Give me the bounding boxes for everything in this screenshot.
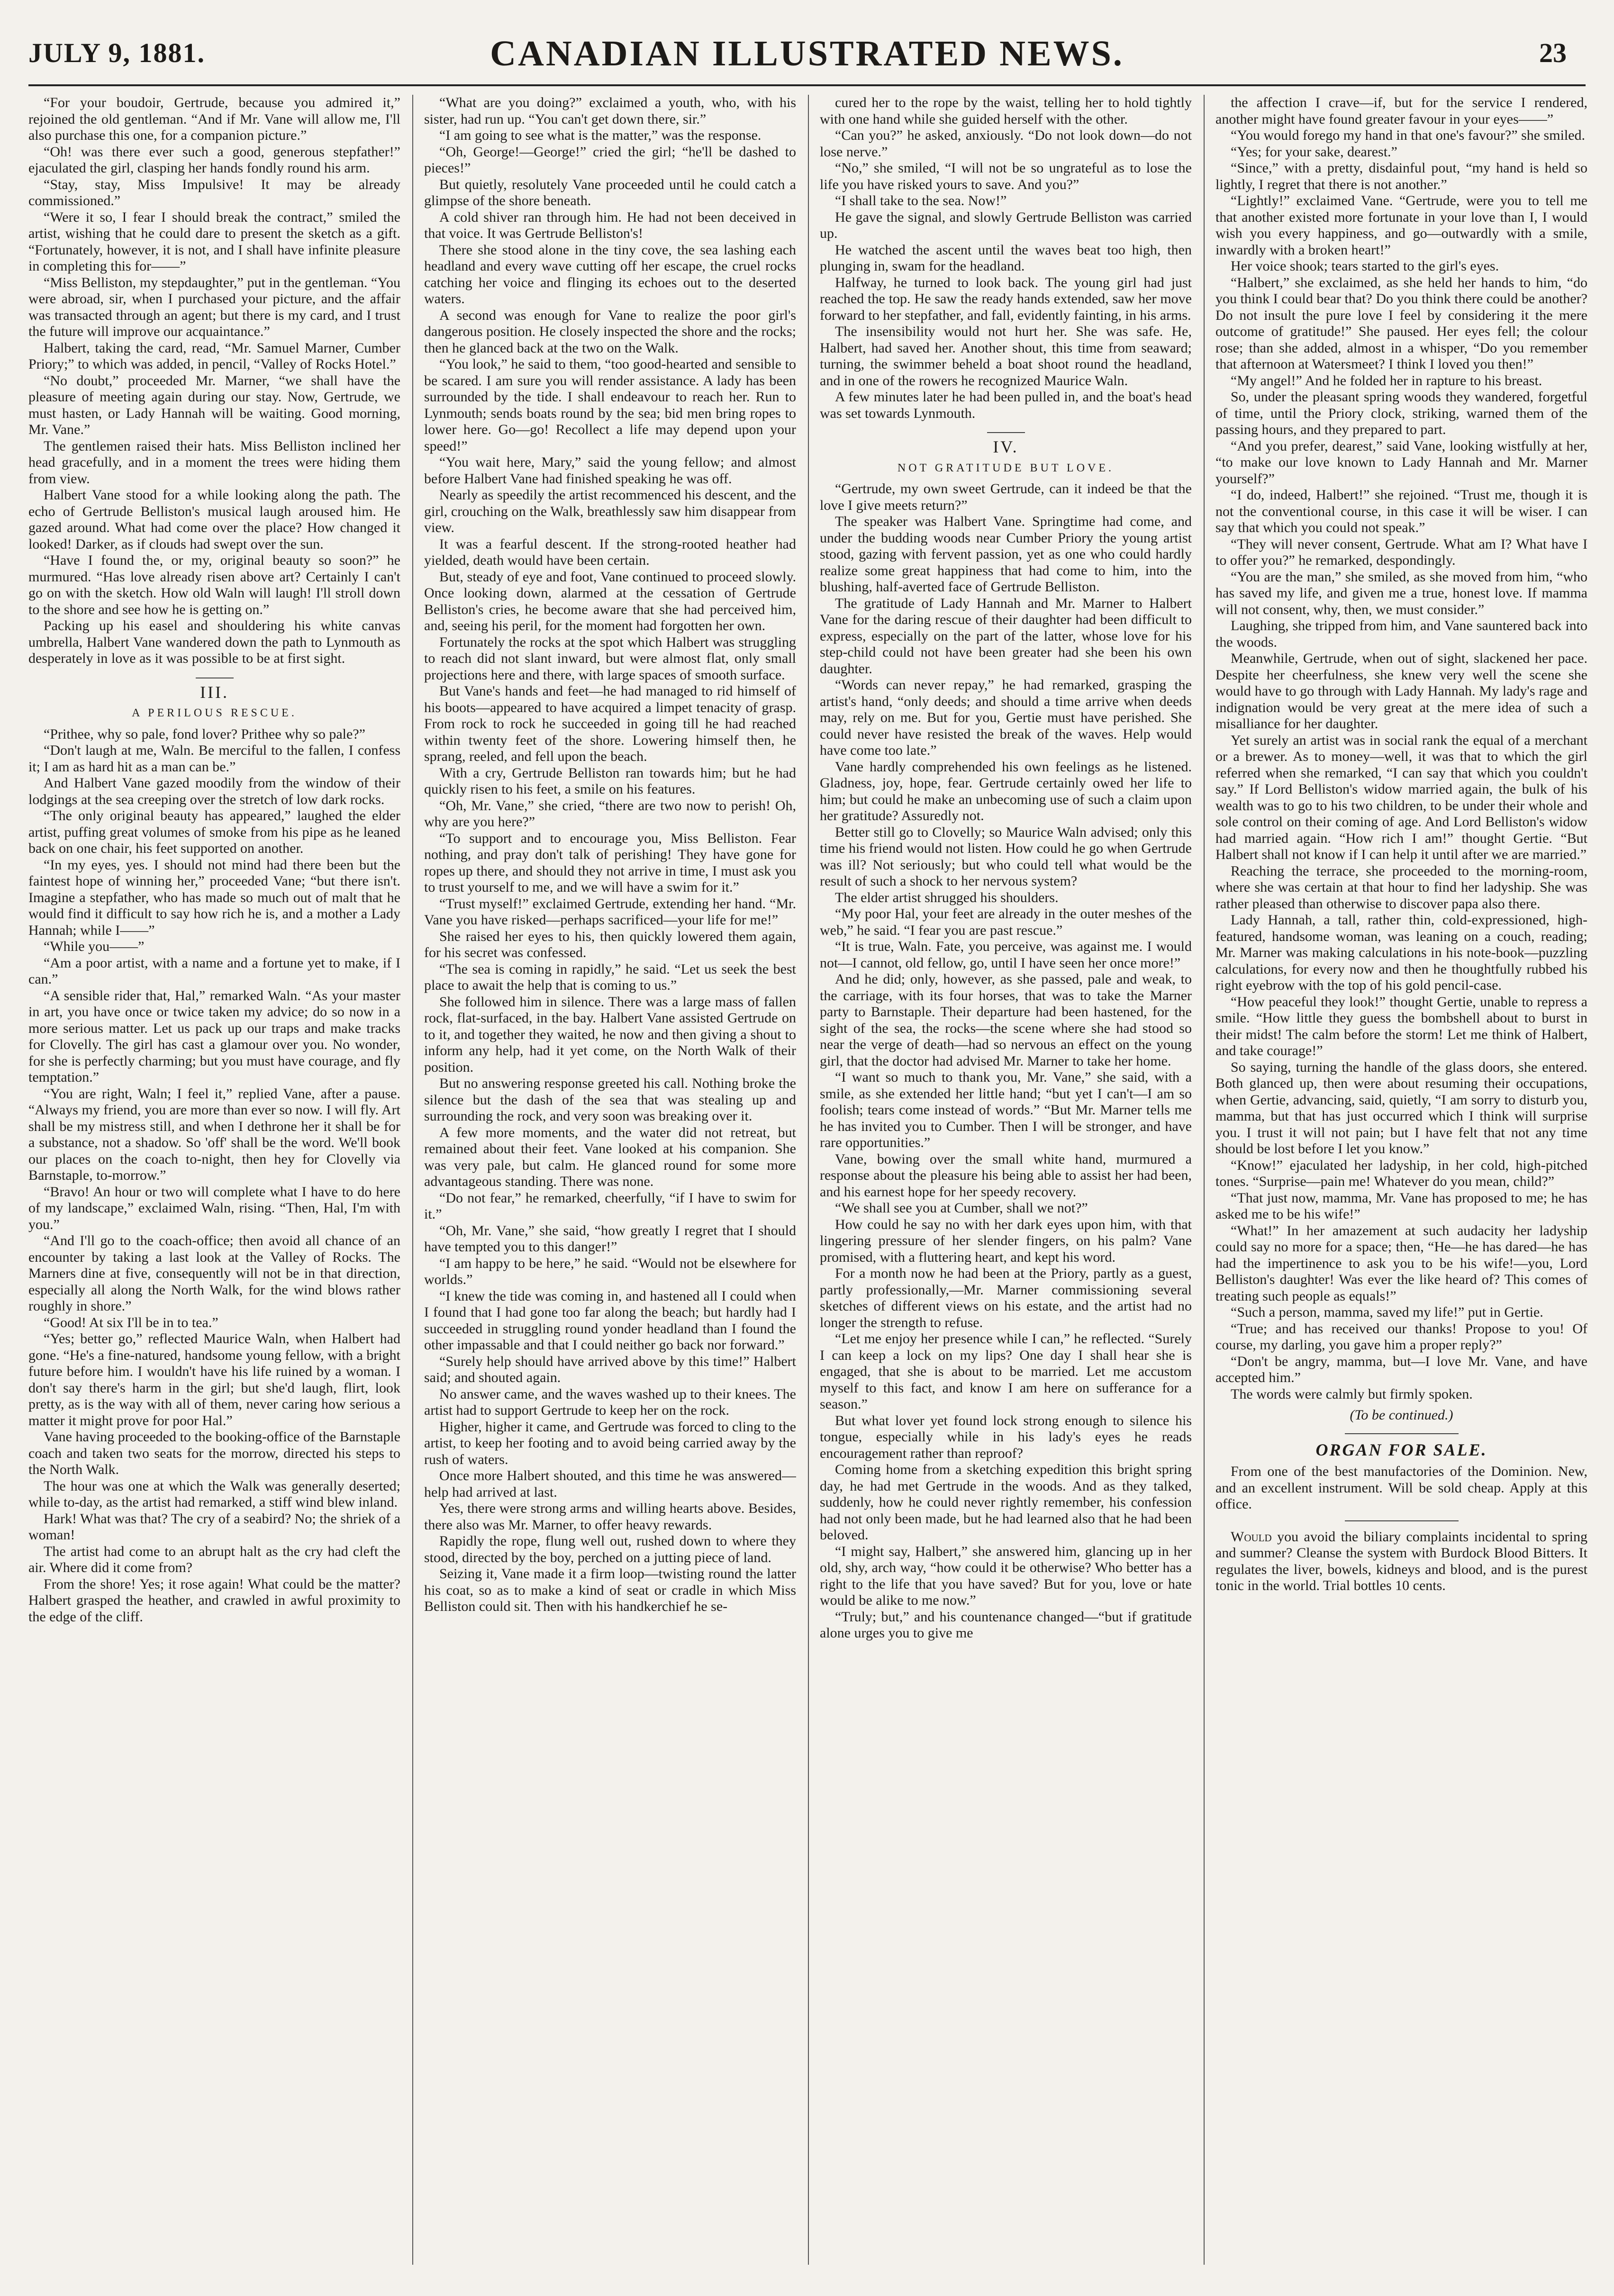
paragraph: Rapidly the rope, flung well out, rushed down to where they stood, directed by the boy, perched on a jutting piece of land. [424,1533,796,1565]
paragraph: “How peaceful they look!” thought Gertie, unable to repress a smile. “How little they guess the bombshell about to burst in their midst! The calm before the storm! Let me think of Halbert, and take courage!” [1215,994,1587,1058]
paragraph: “Yes; for your sake, dearest.” [1231,144,1397,160]
paragraph: “I am happy to be here,” he said. “Would not be elsewhere for worlds.” [424,1255,796,1287]
paragraph: Packing up his easel and shouldering his white canvas umbrella, Halbert Vane wandered down the path to Lynmouth as desperately in love as it was possible to be at first sight. [28,618,400,666]
paragraph: “Bravo! An hour or two will complete what I have to do here of my landscape,” exclaimed Waln, rising. “Then, Hal, I'm with you.” [28,1184,400,1232]
paragraph: A second was enough for Vane to realize the poor girl's dangerous position. He closely inspected the shore and the rocks; then he glanced back at the two on the Walk. [424,307,796,356]
paragraph: A few minutes later he had been pulled in, and the boat's head was set towards Lynmouth. [820,389,1192,421]
paragraph: “I shall take to the sea. Now!” [835,193,1007,208]
paragraph: “Words can never repay,” he had remarked, grasping the artist's hand, “only deeds; and should a time arrive when deeds may, rely on me. But for you, Gertie must have perished. She could never have resisted the break of the waves. Help would have come too late.” [820,677,1192,758]
paragraph: Fortunately the rocks at the spot which Halbert was struggling to reach did not slant inward, but were almost flat, only small projections here and there, with large spaces of smooth surface. [424,634,796,683]
paragraph: “The sea is coming in rapidly,” he said. “Let us seek the best place to await the help that is coming to us.” [424,961,796,993]
paragraph: Reaching the terrace, she proceeded to the morning-room, where she was certain at that hour to find her ladyship. She was rather pleased than otherwise to discover papa also there. [1215,863,1587,912]
ad-divider [1345,1433,1459,1434]
paragraph: “To support and to encourage you, Miss Belliston. Fear nothing, and pray don't talk of perishing! They have gone for ropes up there, and should they not arrive in time, I must ask you to trust yourself to me, and we will have a swim for it.” [424,830,796,895]
paragraph: The insensibility would not hurt her. She was safe. He, Halbert, had saved her. Another shout, this time from seaward; turning, the swimmer beheld a boat shoot round the headland, and in one of the rowers he recognized Maurice Waln. [820,324,1192,389]
paragraph: The artist had come to an abrupt halt as the cry had cleft the air. Where did it come from? [28,1543,400,1575]
paragraph: A cold shiver ran through him. He had not been deceived in that voice. It was Gertrude Belliston's! [424,209,796,241]
paragraph: “Lightly!” exclaimed Vane. “Gertrude, were you to tell me that another existed more fortunate in your love than I, I would wish you every happiness, and go—outwardly with a smile, inwardly with a broken heart!” [1215,193,1587,258]
column-4 [1215,95,1587,2265]
paragraph: “My poor Hal, your feet are already in the outer meshes of the web,” he said. “I fear you are past rescue.” [820,906,1192,938]
paragraph: But quietly, resolutely Vane proceeded until he could catch a glimpse of the shore beneath. [424,176,796,208]
paragraph: Yet surely an artist was in social rank the equal of a merchant or a brewer. As to money—well, it was that to which the girl referred when she remarked, “I can say that which you couldn't say.” If Lord Belliston's widow married again, the bulk of his wealth was to go to his two children, to be under their whole and sole control on their coming of age. And Lord Belliston's widow had married again. “How rich I am!” thought Gertie. “But Halbert shall not know if I can help it until after we are married.” [1215,732,1587,862]
paragraph: “My angel!” And he folded her in rapture to his breast. [1231,372,1542,389]
story-part-2-end [28,95,400,667]
paragraph: “I do, indeed, Halbert!” she rejoined. “Trust me, though it is not the conventional course, in this case it will be wiser. I can say that which you could not speak.” [1215,487,1587,535]
story-part-3-cont [424,95,796,1615]
ad-burdock-body: you avoid the biliary complaints incidental to spring and summer? Cleanse the system with Burdock Blood Bitters. It regulates the liver, bowels, kidneys and blood, and is the purest tonic in the world. Trial bottles 10 cents. [1215,1528,1587,1593]
header-rule [28,84,1586,86]
column-1 [28,95,400,2265]
paragraph: “Am a poor artist, with a name and a fortune yet to make, if I can.” [28,955,400,987]
paragraph: cured her to the rope by the waist, telling her to hold tightly with one hand while she guided herself with the other. [820,95,1192,127]
paragraph: Hark! What was that? The cry of a seabird? No; the shriek of a woman! [28,1510,400,1543]
story-part-3 [28,726,400,1626]
paragraph: “I am going to see what is the matter,” was the response. [439,127,762,143]
story-part-3-end [820,95,1192,422]
paragraph: Halbert, taking the card, read, “Mr. Samuel Marner, Cumber Priory;” to which was added, in pencil, “Valley of Rocks Hotel.” [28,340,400,372]
paragraph: “Oh! was there ever such a good, generous stepfather!” ejaculated the girl, clasping her hands fondly round his arm. [28,144,400,176]
paragraph: “They will never consent, Gertrude. What am I? What have I to offer you?” he remarked, despondingly. [1215,536,1587,568]
paragraph: “Prithee, why so pale, fond lover? Prithee why so pale?” [44,726,365,742]
paragraph: “In my eyes, yes. I should not mind had there been but the faintest hope of winning her,” proceeded Vane; “but there isn't. Imagine a stepfather, who has made so much out of malt that he would find it difficult to say how rich he is, and a mother a Lady Hannah; while I——” [28,857,400,938]
paragraph: Better still go to Clovelly; so Maurice Waln advised; only this time his friend would not listen. How could he go when Gertrude was ill? Not seriously; but who could tell what would be the result of such a shock to her nervous system? [820,824,1192,889]
paragraph: But no answering response greeted his call. Nothing broke the silence but the dash of the sea that was stealing up and surrounding the rock, and very soon was breaking over it. [424,1076,796,1124]
paragraph: Meanwhile, Gertrude, when out of sight, slackened her pace. Despite her cheerfulness, she knew very well the scene she would have to go through with Lady Hannah. My lady's rage and indignation would be very great at the mere idea of such a misalliance for her daughter. [1215,651,1587,732]
paragraph: “Miss Belliston, my stepdaughter,” put in the gentleman. “You were abroad, sir, when I purchased your picture, and the affair was transacted through an agent; but there is my card, and I trust the future will improve our acquaintance.” [28,274,400,339]
paragraph: “You are the man,” she smiled, as she moved from him, “who has saved my life, and given me a true, honest love. If mamma will not consent, why, then, we must consider.” [1215,569,1587,617]
paragraph: From the shore! Yes; it rose again! What could be the matter? Halbert grasped the heather, and crawled in awful proximity to the edge of the cliff. [28,1576,400,1625]
paragraph: “What are you doing?” exclaimed a youth, who, with his sister, had run up. “You can't get down there, sir.” [424,95,796,127]
paragraph: “The only original beauty has appeared,” laughed the elder artist, puffing great volumes of smoke from his pipe as he leaned back on one chair, his feet supported on another. [28,808,400,856]
paragraph: Halbert Vane stood for a while looking along the path. The echo of Gertrude Belliston's musical laugh aroused him. He gazed around. What had come over the place? How changed it looked! Darker, as if clouds had swept over the sun. [28,487,400,552]
ad-organ-text: From one of the best manufactories of the Dominion. New, and an excellent instrument. Will be sold cheap. Apply at this office. [1215,1464,1587,1512]
ad-divider [1345,1520,1459,1521]
story-part-4-end [1215,95,1587,1402]
issue-date: JULY 9, 1881. [28,37,205,68]
to-be-continued: (To be continued.) [1350,1407,1453,1423]
chapter-title: NOT GRATITUDE BUT LOVE. [897,461,1115,474]
paragraph: “Truly; but,” and his countenance changed—“but if gratitude alone urges you to give me [820,1609,1192,1641]
chapter-heading-3 [28,678,400,722]
page-number: 23 [1539,37,1567,68]
paragraph: For a month now he had been at the Priory, partly as a guest, partly professionally,—Mr. Marner commissioning several sketches of different views on his estate, and the artist had no longer the strength to refuse. [820,1266,1192,1330]
paragraph: “Stay, stay, Miss Impulsive! It may be already commissioned.” [28,176,400,208]
paragraph: “Halbert,” she exclaimed, as she held her hands to him, “do you think I could bear that? Do you think there could be another? Do not insult the pure love I feel by considering it the mere outcome of gratitude!” She paused. Her eyes fell; the colour rose; than she added, almost in a whisper, “Do you remember that afternoon at Watersmeet? I think I loved you then!” [1215,274,1587,372]
newspaper-title: CANADIAN ILLUSTRATED NEWS. [490,34,1124,73]
paragraph: “We shall see you at Cumber, shall we not?” [835,1200,1088,1216]
paragraph: But, steady of eye and foot, Vane continued to proceed slowly. Once looking down, alarmed at the cessation of Gertrude Belliston's cries, he become aware that she had perceived him, and, seeing his peril, for the moment had forgotten her own. [424,569,796,633]
paragraph: Higher, higher it came, and Gertrude was forced to cling to the artist, to keep her footing and to avoid being carried away by the rush of waters. [424,1419,796,1467]
paragraph: “Gertrude, my own sweet Gertrude, can it indeed be that the love I give meets return?” [820,481,1192,513]
paragraph: So, under the pleasant spring woods they wandered, forgetful of time, until the Priory clock, striking, warned them of the passing hours, and they prepared to part. [1215,389,1587,437]
paragraph: “Yes; better go,” reflected Maurice Waln, when Halbert had gone. “He's a fine-natured, handsome young fellow, with a bright future before him. I wouldn't have his life ruined by a woman. I don't say there's harm in the girl; but she'd laugh, flirt, look pretty, as is the way with all of them, never caring how serious a matter it might prove for poor Hal.” [28,1331,400,1428]
paragraph: She followed him in silence. There was a large mass of fallen rock, flat-surfaced, in the bay. Halbert Vane assisted Gertrude on to it, and together they waited, he now and then giving a shout to inform any help, had it yet come, on the North Walk of their position. [424,994,796,1075]
paragraph: The elder artist shrugged his shoulders. [835,889,1059,905]
paragraph: “That just now, mamma, Mr. Vane has proposed to me; he has asked me to be his wife!” [1215,1190,1587,1222]
chapter-heading-4 [820,432,1192,476]
paragraph: The gratitude of Lady Hannah and Mr. Marner to Halbert Vane for the daring rescue of their daughter had been difficult to express, especially on the part of the latter, whose love for his step-child could not have been greater had she been his own daughter. [820,595,1192,677]
ad-organ [1215,1464,1587,1513]
paragraph: “Oh, Mr. Vane,” she said, “how greatly I regret that I should have tempted you to this danger!” [424,1222,796,1255]
paragraph: “Can you?” he asked, anxiously. “Do not look down—do not lose nerve.” [820,127,1192,160]
section-rule [987,432,1025,433]
paragraph: The words were calmly but firmly spoken. [1231,1386,1473,1402]
paragraph: No answer came, and the waves washed up to their knees. The artist had to support Gertrude to keep her on the rock. [424,1386,796,1418]
paragraph: “Were it so, I fear I should break the contract,” smiled the artist, wishing that he could dare to present the sketch as a gift. “Fortunately, however, it is not, and I shall have infinite pleasure in completing this for——” [28,209,400,274]
paragraph: Seizing it, Vane made it a firm loop—twisting round the latter his coat, so as to make a kind of seat or cradle in which Miss Belliston could sit. Then with his handkerchief he se- [424,1566,796,1614]
page-header [28,28,1586,85]
paragraph: “You look,” he said to them, “too good-hearted and sensible to be scared. I am sure you will render assistance. A lady has been surrounded by the tide. I shall endeavour to reach her. Run to Lynmouth; sends boats round by the sea; bid men bring ropes to lower here. Go—go! Recollect a life may depend upon your speed!” [424,356,796,454]
paragraph: Her voice shook; tears started to the girl's eyes. [1231,258,1499,274]
paragraph: the affection I crave—if, but for the service I rendered, another might have found greater favour in your eyes——” [1215,95,1587,127]
column-2 [424,95,796,2265]
ad-title-organ: ORGAN FOR SALE. [1315,1440,1487,1459]
paragraph: Halfway, he turned to look back. The young girl had just reached the top. He saw the ready hands extended, saw her move forward to her stepfather, and fall, evidently fainting, in his arms. [820,274,1192,323]
chapter-number: III. [200,682,229,702]
paragraph: He watched the ascent until the waves beat too high, then plunging in, swam for the headland. [820,242,1192,274]
paragraph: “I want so much to thank you, Mr. Vane,” she said, with a smile, as she extended her little hand; “but yet I can't—I am so foolish; tears come instead of words.” “But Mr. Marner tells me he has invited you to Cumber. Then I will be stronger, and have rare opportunities.” [820,1069,1192,1150]
paragraph: “You wait here, Mary,” said the young fellow; and almost before Halbert Vane had finished speaking he was off. [424,454,796,487]
paragraph: “Don't laugh at me, Waln. Be merciful to the fallen, I confess it; I am as hard hit as a man can be.” [28,742,400,775]
paragraph: “It is true, Waln. Fate, you perceive, was against me. I would not—I cannot, old fellow, go, until I have seen her once more!” [820,939,1192,971]
paragraph: “Surely help should have arrived above by this time!” Halbert said; and shouted again. [424,1353,796,1385]
paragraph: Vane, bowing over the small white hand, murmured a response about the pleasure his being able to assist her had been, and his earnest hope for her speedy recovery. [820,1151,1192,1200]
paragraph: “What!” In her amazement at such audacity her ladyship could say no more for a space; then, “He—he has dared—he has had the impertinence to ask you to be his wife!—you, Lord Belliston's daughter! Was ever the like heard of? This comes of treating such people as equals!” [1215,1222,1587,1304]
ad-lead-word: Would [1231,1528,1272,1545]
story-part-4 [820,481,1192,1642]
paragraph: “Since,” with a pretty, disdainful pout, “my hand is held so lightly, I regret that there is not another.” [1215,160,1587,192]
paragraph: The speaker was Halbert Vane. Springtime had come, and under the budding woods near Cumber Priory the young artist stood, gazing with fervent passion, yet as one who could hardly realize some great happiness that had come to him, into the blushing, half-averted face of Gertrude Belliston. [820,514,1192,595]
chapter-number: IV. [993,437,1019,456]
paragraph: Laughing, she tripped from him, and Vane sauntered back into the woods. [1215,618,1587,650]
ad-burdock [1215,1529,1587,1594]
paragraph: Vane having proceeded to the booking-office of the Barnstaple coach and taken two seats for the morrow, directed his steps to the North Walk. [28,1429,400,1477]
paragraph: Lady Hannah, a tall, rather thin, cold-expressioned, high-featured, handsome woman, was leaning on a couch, reading; Mr. Marner was making calculations in his note-book—puzzling calculations, for every now and then he thoughtfully rubbed his right eyebrow with the top of his gold pencil-case. [1215,912,1587,993]
paragraph: The gentlemen raised their hats. Miss Belliston inclined her head gracefully, and in a moment the trees were hiding them from view. [28,438,400,487]
paragraph: “Have I found the, or my, original beauty so soon?” he murmured. “Has love already risen above art? Certainly I can't go on with the sketch. How old Waln will laugh! I'll stroll down to the shore and see how he is getting on.” [28,552,400,617]
paragraph: “For your boudoir, Gertrude, because you admired it,” rejoined the old gentleman. “And if Mr. Vane will allow me, I'll also purchase this one, for a companion picture.” [28,95,400,143]
paragraph: “A sensible rider that, Hal,” remarked Waln. “As your master in art, you have once or twice taken my advice; do so now in a more serious matter. Let us pack up our traps and make tracks for Clovelly. The girl has cast a glamour over you. No wonder, for she is perfectly charming; but you must have courage, and fly temptation.” [28,987,400,1085]
paragraph: Vane hardly comprehended his own feelings as he listened. Gladness, joy, hope, fear. Gertrude certainly owed her life to him; but could he make an unbecoming use of such a claim upon her gratitude? Assuredly not. [820,759,1192,823]
paragraph: So saying, turning the handle of the glass doors, she entered. Both glanced up, then were about resuming their occupations, when Gertie, advancing, said, quietly, “I am sorry to disturb you, mamma, but that has just occurred which I think will surprise you. I trust it will not pain; but I have felt that not any time should be lost before I let you know.” [1215,1059,1587,1157]
paragraph: But Vane's hands and feet—he had managed to rid himself of his boots—appeared to have acquired a limpet tenacity of grasp. From rock to rock he succeeded in going till he had reached within twenty feet of the shore. Lowering himself then, he sprang, reeled, and fell upon the beach. [424,683,796,764]
paragraph: Nearly as speedily the artist recommenced his descent, and the girl, crouching on the Walk, breathlessly saw him disappear from view. [424,487,796,535]
paragraph: “Oh, George!—George!” cried the girl; “he'll be dashed to pieces!” [424,144,796,176]
ad-burdock-text [1215,1529,1587,1594]
paragraph: “Such a person, mamma, saved my life!” put in Gertie. [1231,1304,1543,1320]
paragraph: “Let me enjoy her presence while I can,” he reflected. “Surely I can keep a lock on my lips? One day I shall hear she is engaged, that she is about to be married. Let me accustom myself to this fact, and know I am here on sufferance for a season.” [820,1331,1192,1412]
paragraph: There she stood alone in the tiny cove, the sea lashing each headland and every wave cutting off her escape, the cruel rocks catching her voice and flinging its echoes out to the deserted waters. [424,242,796,307]
paragraph: Yes, there were strong arms and willing hearts above. Besides, there also was Mr. Marner, to offer heavy rewards. [424,1501,796,1533]
paragraph: “Oh, Mr. Vane,” she cried, “there are two now to perish! Oh, why are you here?” [424,797,796,830]
paragraph: “No,” she smiled, “I will not be so ungrateful as to lose the life you have risked yours to save. And you?” [820,160,1192,192]
paragraph: “While you——” [44,939,145,954]
paragraph: Once more Halbert shouted, and this time he was answered—help had arrived at last. [424,1468,796,1500]
column-divider [412,95,413,2265]
paragraph: “Trust myself!” exclaimed Gertrude, extending her hand. “Mr. Vane you have risked—perhaps sacrificed—your life for me!” [424,895,796,928]
paragraph: And he did; only, however, as she passed, pale and weak, to the carriage, with its four horses, that was to take the Marner party to Barnstaple. Their departure had been hastened, for the sight of the sea, the rocks—the scene where she had stood so near the verge of death—had so nervous an effect on the young girl, that the doctor had advised Mr. Marner to take her home. [820,971,1192,1069]
paragraph: “No doubt,” proceeded Mr. Marner, “we shall have the pleasure of meeting again during our stay. Now, Gertrude, we must hasten, or Lady Hannah will be waiting. Good morning, Mr. Vane.” [28,372,400,437]
paragraph: “Do not fear,” he remarked, cheerfully, “if I have to swim for it.” [424,1190,796,1222]
paragraph: “You would forego my hand in that one's favour?” she smiled. [1231,127,1586,143]
chapter-title: A PERILOUS RESCUE. [132,707,297,719]
paragraph: But what lover yet found lock strong enough to silence his tongue, especially while in his lady's eyes he reads encouragement rather than reproof? [820,1412,1192,1461]
paragraph: Coming home from a sketching expedition this bright spring day, he had met Gertrude in the woods. And as they talked, suddenly, how he could never rightly remember, his confession had not only been made, but he had learned also that he had been beloved. [820,1462,1192,1543]
paragraph: “I might say, Halbert,” she answered him, glancing up in her old, shy, arch way, “how could it be otherwise? Who better has a right to the life that you have saved? But for you, love or hate would be alike to me now.” [820,1543,1192,1608]
paragraph: “I knew the tide was coming in, and hastened all I could when I found that I had gone too far along the beach; but hardly had I succeeded in struggling round yonder headland than I found the other impassable and that I could neither go back nor forward.” [424,1288,796,1353]
paragraph: She raised her eyes to his, then quickly lowered them again, for his secret was confessed. [424,928,796,960]
paragraph: A few more moments, and the water did not retreat, but remained about their feet. Vane looked at his companion. She was very pale, but calm. He glanced round for some more advantageous standing. There was none. [424,1124,796,1189]
paragraph: It was a fearful descent. If the strong-rooted heather had yielded, death would have been certain. [424,536,796,568]
paragraph: He gave the signal, and slowly Gertrude Belliston was carried up. [820,209,1192,241]
paragraph: “Don't be angry, mamma, but—I love Mr. Vane, and have accepted him.” [1215,1353,1587,1385]
paragraph: “Good! At six I'll be in to tea.” [44,1314,218,1330]
paragraph: With a cry, Gertrude Belliston ran towards him; but he had quickly risen to his feet, a smile on his features. [424,765,796,797]
paragraph: And Halbert Vane gazed moodily from the window of their lodgings at the sea creeping over the stretch of low dark rocks. [28,775,400,807]
paragraph: “Know!” ejaculated her ladyship, in her cold, high-pitched tones. “Surprise—pain me! Whatever do you mean, child?” [1215,1157,1587,1189]
paragraph: How could he say no with her dark eyes upon him, with that lingering pressure of her slender fingers, on his palm? Vane promised, with a fluttering heart, and kept his word. [820,1216,1192,1265]
paragraph: The hour was one at which the Walk was generally deserted; while to-day, as the artist had remarked, a stiff wind blew inland. [28,1478,400,1510]
column-divider [808,95,809,2265]
paragraph: “And I'll go to the coach-office; then avoid all chance of an encounter by taking a last look at the Valley of Rocks. The Marners dine at five, consequently will not be in that direction, especially all along the North Walk, for the wind blows rather roughly in shore.” [28,1233,400,1314]
column-divider [1204,95,1205,2265]
paragraph: “True; and has received our thanks! Propose to you! Of course, my darling, you gave him a proper reply?” [1215,1320,1587,1353]
article-columns [28,95,1586,2265]
paragraph: “You are right, Waln; I feel it,” replied Vane, after a pause. “Always my friend, you are more than ever so now. I will fly. Art shall be my mistress still, and when I dethrone her it shall be for a substance, not a shadow. So 'off' shall be the word. We'll book our places on the coach to-night, then hey for Clovelly via Barnstaple, to-morrow.” [28,1085,400,1183]
column-3 [820,95,1192,2265]
paragraph: “And you prefer, dearest,” said Vane, looking wistfully at her, “to make our love known to Lady Hannah and Mr. Marner yourself?” [1215,438,1587,487]
